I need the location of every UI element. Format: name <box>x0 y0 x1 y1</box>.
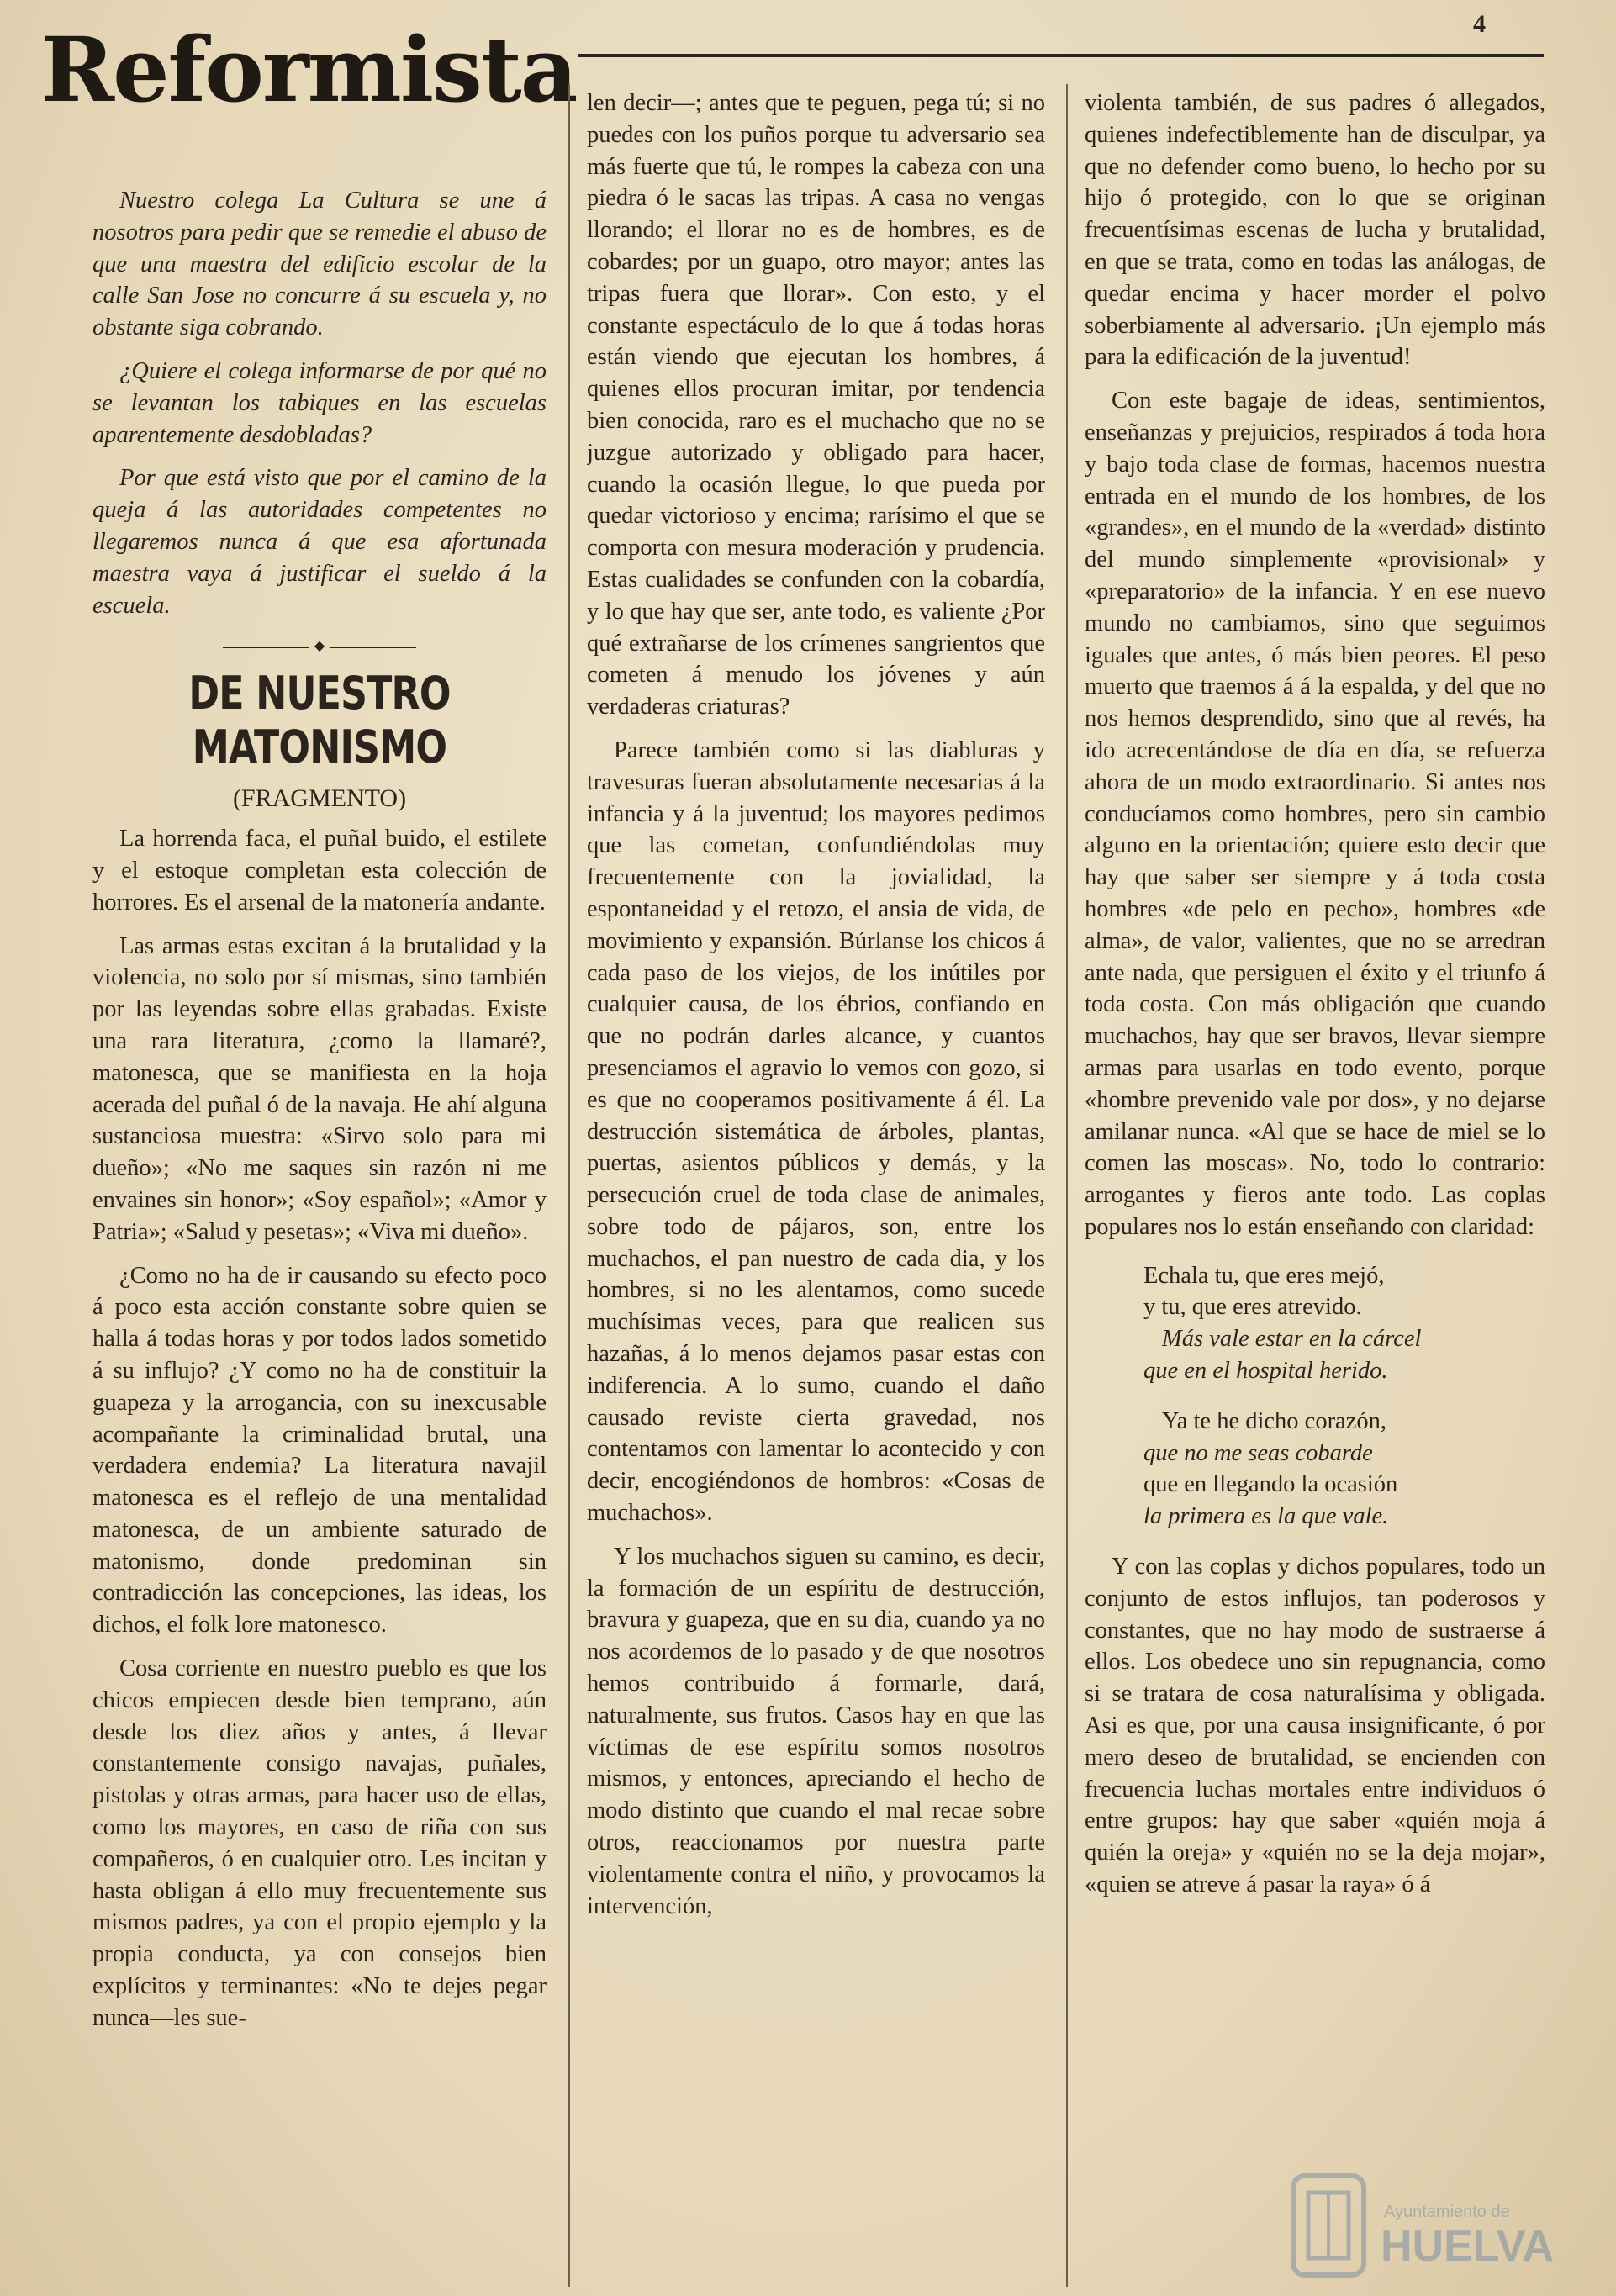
crest-icon <box>1286 2167 1370 2285</box>
column-3 <box>1085 87 1545 2273</box>
note-paragraph: ¿Quiere el colega informarse de por qué no se levantan los tabiques en las escuelas aparentemente desdobladas? <box>92 357 547 448</box>
verse-line: Ya te he dicho corazón, <box>1162 1407 1386 1434</box>
verse-stanza <box>1143 1406 1545 1533</box>
article-paragraph: Cosa corriente en nuestro pueblo es que los chicos empiecen desde bien temprano, aún desde los diez años y antes, á llevar constantemente consigo navajas, puñales, pistolas y otras armas, para hacer uso de ellas, como los mayores, en caso de riña con sus compañeros, ó en cualquier otro. Les incitan y hasta obligan á ello muy frecuentemente sus mismos padres, ya con el propio ejemplo y la propia conducta, ya con consejos bien explícitos y terminantes: «No te dejes pegar nunca—les sue- <box>92 1655 547 2031</box>
column-2 <box>587 87 1045 2273</box>
article-paragraph: Parece también como si las diabluras y travesuras fueran absolutamente necesarias á la infancia y á la juventud; los mayores pedimos que las cometan, confundiéndolas muy frecuentemente con la jovialidad, la espontaneidad y el retozo, el ansia de vida, de movimiento y expansión. Búrlanse los chicos á cada paso de los viejos, de los inútiles por cualquier causa, de los ébrios, confiando en que no podrán darles alcance, y cuantos presenciamos el agravio lo vemos con gozo, si es que no cooperamos positivamente á él. La destrucción sistemática de árboles, plantas, puertas, asientos públicos y demás, y la persecución cruel de toda clase de animales, sobre todo de pájaros, son, entre los muchachos, el pan nuestro de cada dia, y los hombres, si no les alentamos, como sucede muchísimas veces, para que realicen sus hazañas, á lo menos dejamos pasar estas con indiferencia. A lo sumo, cuando el daño causado reviste cierta gravedad, nos contentamos con lamentar lo acontecido y con decir, encogiéndonos de hombros: «Cosas de muchachos». <box>587 736 1045 1527</box>
verse-stanza <box>1143 1260 1545 1387</box>
article-paragraph: Y los muchachos siguen su camino, es decir, la formación de un espíritu de destrucción, bravura y guapeza, que en su dia, cuando ya no nos acordemos de lo pasado y de que nosotros hemos contribuido á formarle, dará, naturalmente, sus frutos. Casos hay en que las víctimas de ese espíritu somos nosotros mismos, y entonces, apreciando el hecho de modo distinto que cuando el mal recae sobre otros, reaccionamos por nuestra parte violentamente contra el niño, y provocamos la intervención, <box>587 1543 1045 1919</box>
article-paragraph: La horrenda faca, el puñal buido, el estilete y el estoque completan esta colección de horrores. Es el arsenal de la matonería andante. <box>92 826 547 916</box>
stamp-name: HUELVA <box>1381 2222 1555 2271</box>
article-paragraph: Y con las coplas y dichos populares, todo un conjunto de estos influjos, tan poderosos y constantes, que no hay modo de sustraerse á ellos. Los obedece uno sin repugnancia, como si se tratara de cosa naturalísima y obligada. Asi es que, por una causa insignificante, ó por mero deseo de brutalidad, se encienden con frecuencia luchas mortales entre individuos ó entre grupos: hay que saber «quién moja á quién la oreja» y «quién no se la deja mojar», «quien se atreve á pasar la raya» ó á <box>1085 1554 1545 1898</box>
section-divider: ◆ <box>223 640 416 653</box>
archive-stamp <box>1286 2167 1589 2293</box>
note-paragraph: Por que está visto que por el camino de la queja á las autoridades competentes no llegaremos nunca á que esa afortunada maestra vaya á justificar el sueldo á la escuela. <box>92 465 547 619</box>
article-paragraph: ¿Como no ha de ir causando su efecto poco á poco esta acción constante sobre quien se halla á todas horas y por todos lados sometido á su influjo? ¿Y como no ha de constituir la guapeza y la arrogancia, con su inexcusable acompañante la criminalidad brutal, una verdadera endemia? La literatura navajil matonesca es el reflejo de una mentalidad matonesca, de un ambiente saturado de matonismo, donde predominan sin contradicción las concepciones, las ideas, los dichos, el folk lore matonesco. <box>92 1262 547 1639</box>
stamp-label: Ayuntamiento de <box>1384 2203 1510 2221</box>
article-title: DE NUESTRO MATONISMO <box>188 667 451 774</box>
article-paragraph: Con este bagaje de ideas, sentimientos, enseñanzas y prejuicios, respirados á toda hora y bajo toda clase de formas, hacemos nuestra entrada en el mundo de los hombres, de los «grandes», en el mundo de la «verdad» distinto del mundo simplemente «provisional» y «preparatorio» de la infancia. Y en ese nuevo mundo no cambiamos, sino que seguimos iguales que antes, ó más bien peores. El peso muerto que traemos á á la espalda, y del que no nos hemos desprendido, sino que al revés, ha ido acrecentándose de día en día, se refuerza ahora de un modo extraordinario. Si antes nos conducíamos como hombres, pero sin cambio alguno en la orientación; quiere esto decir que hay que saber ser siempre y á toda costa hombres «de pelo en pecho», hombres «de alma», de valor, valientes, que no se arredran ante nada, que persiguen el éxito y el triunfo á toda costa. Con más obligación que cuando muchachos, hay que ser bravos, llevar siempre armas para usarlas en todo evento, porque «hombre prevenido vale por dos», y no dejarse amilanar nunca. «Al que se hace de miel se lo comen las moscas». No, todo lo contrario: arrogantes y fieros ante todo. Las coplas populares nos lo están enseñando con claridad: <box>1085 388 1545 1240</box>
note-paragraph: Nuestro colega La Cultura se une á nosotros para pedir que se remedie el abuso de que una maestra del edificio escolar de la calle San Jose no concurre á su escuela y, no obstante siga cobrando. <box>92 187 547 341</box>
verse-line: Más vale estar en la cárcel <box>1162 1326 1422 1353</box>
article-subtitle: (FRAGMENTO) <box>232 784 407 813</box>
masthead-title: Reformista <box>40 17 577 122</box>
column-divider-1 <box>568 84 570 2287</box>
verse-line: que no me seas cobarde <box>1143 1439 1373 1466</box>
page-number: 4 <box>1473 10 1486 38</box>
column-divider-2 <box>1066 84 1068 2287</box>
verse-line: que en el hospital herido. <box>1143 1358 1388 1385</box>
column-1 <box>92 185 547 2270</box>
verse-line: la primera es la que vale. <box>1143 1503 1389 1530</box>
article-paragraph: len decir—; antes que te peguen, pega tú; si no puedes con los puños porque tu adversario sea más fuerte que tú, le rompes la cabeza con una piedra ó le sacas las tripas. A casa no vengas llorando; el llorar no es de hombres, es de cobardes; por un guapo, otro mayor; antes las tripas fuera que llorar». Con esto, y el constante espectáculo de lo que á todas horas están viendo que ejecutan los hombres, á quienes ellos procuran imitar, por tendencia bien conocida, raro es el muchacho que no se juzgue autorizado y obligado para hacer, cuando la ocasión llegue, lo que pueda por quedar victorioso y encima; rarísimo el que se comporta con mesura moderación y prudencia. Estas cualidades se confunden con la cobardía, y lo que hay que ser, ante todo, es valiente ¿Por qué extrañarse de los crímenes sangrientos que cometen á menudo los jóvenes y aún verdaderas criaturas? <box>587 90 1045 720</box>
article-paragraph: Las armas estas excitan á la brutalidad y la violencia, no solo por sí mismas, sino también por las leyendas sobre ellas grabadas. Existe una rara literatura, ¿como la llamaré?, matonesca, que se manifiesta en la hoja acerada del puñal ó de la navaja. He ahí alguna sustanciosa muestra: «Sirvo solo para mi dueño»; «No me saques sin razón ni me envaines sin honor»; «Soy español»; «Amor y Patria»; «Salud y pesetas»; «Viva mi dueño». <box>92 932 547 1245</box>
top-rule <box>578 54 1544 57</box>
verse-line: Echala tu, que eres mejó, <box>1143 1262 1385 1289</box>
verse-line: que en llegando la ocasión <box>1143 1471 1398 1498</box>
article-paragraph: violenta también, de sus padres ó allegados, quienes indefectiblemente han de disculpar, ya que no defender como bueno, lo hecho por su hijo ó protegido, con lo que se originan frecuentísimas escenas de lucha y brutalidad, en que se trata, como en todas las análogas, de quedar encima y hacer morder el polvo soberbiamente al adversario. ¡Un ejemplo más para la edificación de la juventud! <box>1085 90 1545 371</box>
verse-line: y tu, que eres atrevido. <box>1143 1294 1362 1321</box>
